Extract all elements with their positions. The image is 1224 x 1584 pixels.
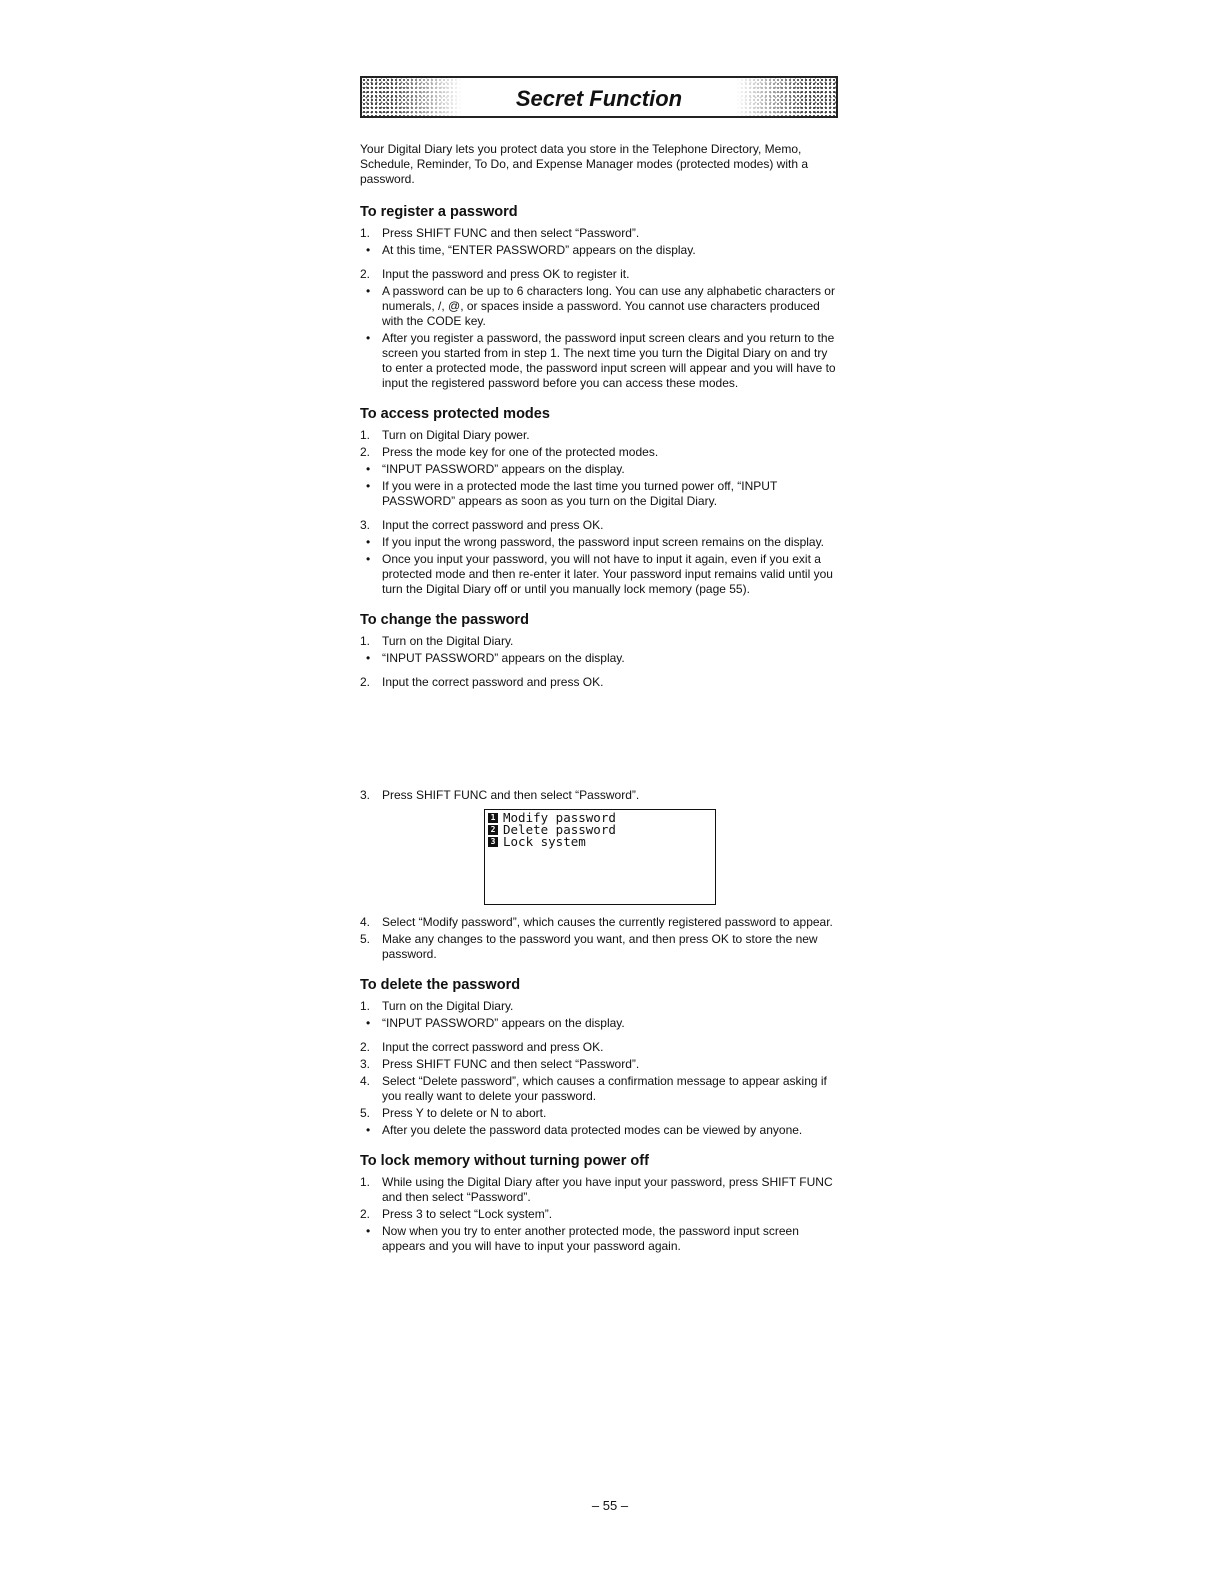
step (360, 788, 840, 803)
lcd-item-number: 3 (488, 837, 498, 847)
blank-space (360, 692, 840, 788)
step-text: Select “Modify password”, which causes the currently registered password to appear. (382, 915, 833, 929)
step-text: Press the mode key for one of the protected modes. (382, 445, 659, 459)
step-text: Press Y to delete or N to abort. (382, 1106, 547, 1120)
note-text: Now when you try to enter another protected mode, the password input screen appears and you will have to input your password again. (382, 1224, 799, 1253)
note-text: If you were in a protected mode the last time you turned power off, “INPUT PASSWORD” appears as soon as you turn on the Digital Diary. (382, 479, 778, 508)
step-text: Make any changes to the password you want, and then press OK to store the new password. (382, 932, 818, 961)
section-delete (360, 978, 840, 1138)
step (360, 445, 840, 460)
section-heading: To register a password (360, 204, 518, 220)
note (360, 1016, 840, 1031)
step-number: 3. (360, 1057, 371, 1071)
step (360, 267, 840, 282)
bullet-icon: • (366, 243, 371, 257)
step-number: 2. (360, 1040, 371, 1054)
step (360, 428, 840, 443)
step-text: While using the Digital Diary after you have input your password, press SHIFT FUNC and then select “Password”. (382, 1175, 833, 1204)
step (360, 1057, 840, 1072)
step (360, 915, 840, 930)
lcd-item-label: Delete password (503, 822, 616, 837)
note (360, 535, 840, 550)
step (360, 634, 840, 649)
note-text: “INPUT PASSWORD” appears on the display. (382, 651, 625, 665)
note (360, 284, 840, 329)
lcd-menu-item (488, 836, 712, 848)
step-text: Turn on Digital Diary power. (382, 428, 530, 442)
section-heading: To lock memory without turning power off (360, 1153, 649, 1169)
note (360, 331, 840, 391)
bullet-icon: • (366, 462, 371, 476)
step-number: 3. (360, 788, 371, 802)
step (360, 932, 840, 962)
lcd-screen (484, 809, 716, 905)
step-text: Input the correct password and press OK. (382, 1040, 604, 1054)
step-number: 4. (360, 1074, 371, 1088)
title-banner (360, 76, 838, 118)
note-text: After you register a password, the password input screen clears and you return to the screen you started from in step 1. The next time you turn the Digital Diary on and try to enter a protected mode, the password input screen will appear and you will have to input the registered password before you can access these modes. (382, 331, 836, 390)
section-register (360, 205, 840, 391)
step-text: Input the correct password and press OK. (382, 518, 604, 532)
step-text: Turn on the Digital Diary. (382, 634, 514, 648)
note (360, 552, 840, 597)
note (360, 243, 840, 258)
bullet-icon: • (366, 479, 371, 493)
step (360, 999, 840, 1014)
note-text: After you delete the password data protected modes can be viewed by anyone. (382, 1123, 803, 1137)
step-number: 3. (360, 518, 371, 532)
step-number: 1. (360, 226, 371, 240)
note-text: At this time, “ENTER PASSWORD” appears on the display. (382, 243, 696, 257)
note-text: “INPUT PASSWORD” appears on the display. (382, 462, 625, 476)
step-number: 5. (360, 932, 371, 946)
step-number: 2. (360, 1207, 371, 1221)
step-number: 4. (360, 915, 371, 929)
note-text: A password can be up to 6 characters long. You can use any alphabetic characters or numerals, /, @, or spaces inside a password. You cannot use characters produced with the CODE key. (382, 284, 835, 328)
step-text: Input the correct password and press OK. (382, 675, 604, 689)
bullet-icon: • (366, 1224, 371, 1238)
step-text: Press SHIFT FUNC and then select “Password”. (382, 1057, 640, 1071)
intro-paragraph: Your Digital Diary lets you protect data you store in the Telephone Directory, Memo, Schedule, Reminder, To Do, and Expense Manager modes (protected modes) with a password. (360, 142, 809, 186)
section-heading: To change the password (360, 612, 529, 628)
bullet-icon: • (366, 1016, 371, 1030)
step-number: 1. (360, 999, 371, 1013)
step (360, 1207, 840, 1222)
section-access (360, 407, 840, 597)
step-text: Input the password and press OK to register it. (382, 267, 630, 281)
bullet-icon: • (366, 1123, 371, 1137)
step (360, 675, 840, 690)
step-number: 2. (360, 445, 371, 459)
bullet-icon: • (366, 284, 371, 298)
step-text: Turn on the Digital Diary. (382, 999, 514, 1013)
note (360, 1123, 840, 1138)
bullet-icon: • (366, 535, 371, 549)
step-text: Select “Delete password”, which causes a confirmation message to appear asking if you really want to delete your password. (382, 1074, 827, 1103)
step (360, 1040, 840, 1055)
section-lock (360, 1154, 840, 1254)
lcd-item-label: Modify password (503, 810, 616, 825)
bullet-icon: • (366, 552, 371, 566)
note (360, 462, 840, 477)
note (360, 1224, 840, 1254)
step (360, 1106, 840, 1121)
step-number: 1. (360, 634, 371, 648)
note-text: Once you input your password, you will not have to input it again, even if you exit a protected mode and then re-enter it later. Your password input remains valid until you turn the Digital Diary off or until you manually lock memory (page 55). (382, 552, 833, 596)
page-number: – 55 – (591, 1498, 629, 1513)
main-content (360, 142, 840, 1270)
step-text: Press SHIFT FUNC and then select “Password”. (382, 226, 640, 240)
section-change (360, 613, 840, 962)
section-heading: To access protected modes (360, 406, 550, 422)
step-number: 2. (360, 675, 371, 689)
page-title: Secret Function (515, 86, 683, 111)
step (360, 1074, 840, 1104)
note (360, 651, 840, 666)
note (360, 479, 840, 509)
section-heading: To delete the password (360, 977, 521, 993)
note-text: If you input the wrong password, the password input screen remains on the display. (382, 535, 825, 549)
step (360, 226, 840, 241)
bullet-icon: • (366, 651, 371, 665)
bullet-icon: • (366, 331, 371, 345)
lcd-item-number: 2 (488, 825, 498, 835)
step-text: Press 3 to select “Lock system”. (382, 1207, 553, 1221)
step (360, 1175, 840, 1205)
step-text: Press SHIFT FUNC and then select “Password”. (382, 788, 640, 802)
lcd-item-number: 1 (488, 813, 498, 823)
step-number: 1. (360, 428, 371, 442)
lcd-item-label: Lock system (503, 834, 586, 849)
step-number: 1. (360, 1175, 371, 1189)
step (360, 518, 840, 533)
step-number: 2. (360, 267, 371, 281)
note-text: “INPUT PASSWORD” appears on the display. (382, 1016, 625, 1030)
step-number: 5. (360, 1106, 371, 1120)
